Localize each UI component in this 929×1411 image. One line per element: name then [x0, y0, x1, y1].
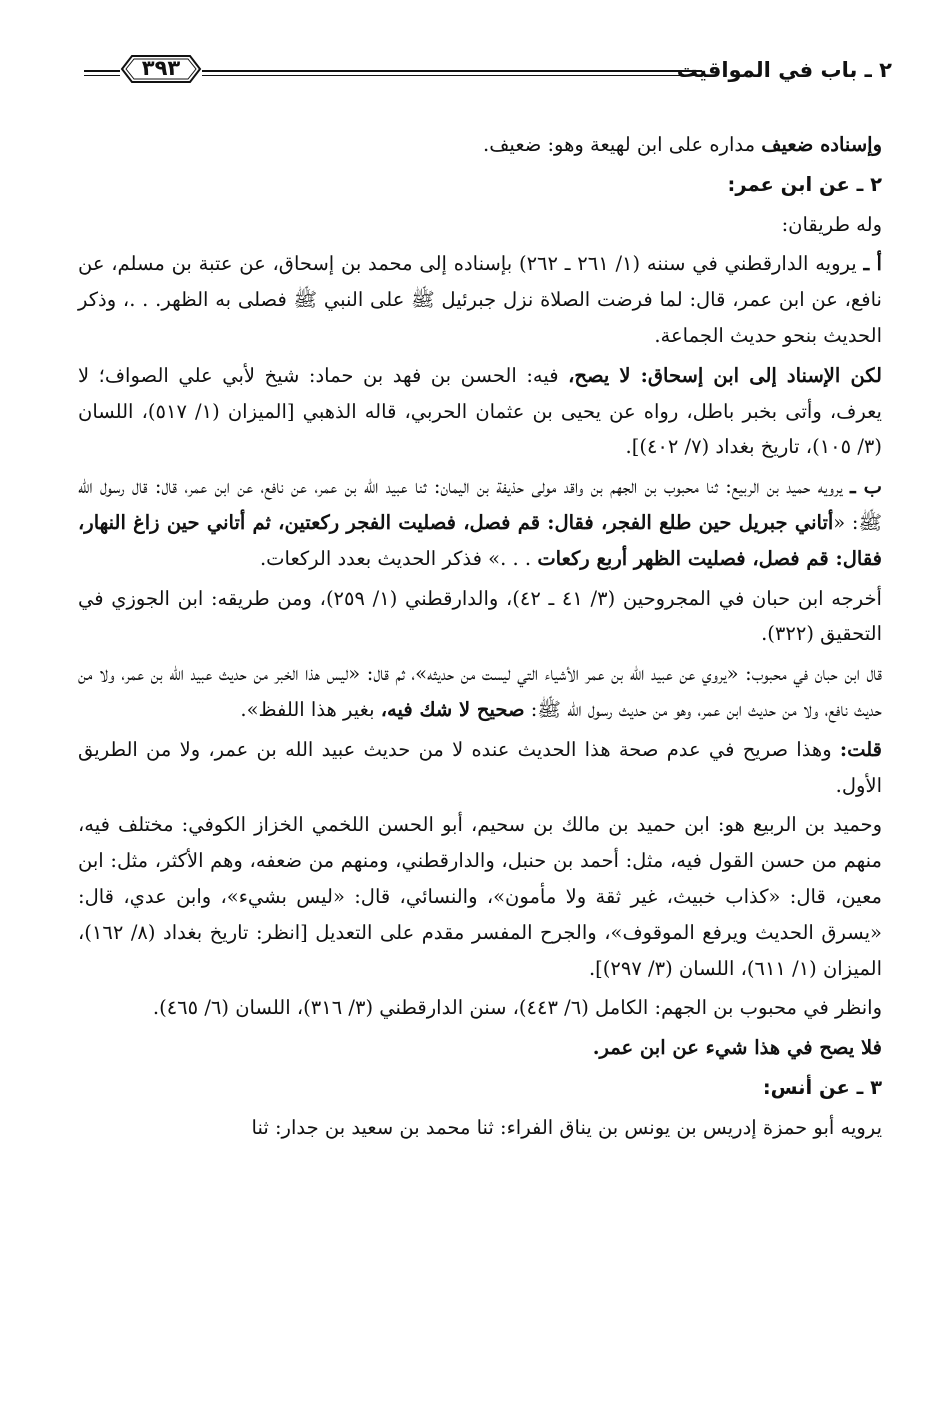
text-run: قال ابن حبان في محبوب: «يروي عن عبيد الله بن عمر الأشياء التي ليست من حديثه»، ثم قال: «ليس هذا الخبر من حديث عبيد الله بن عمر، ولا من حديث نافع، ولا من حديث ابن عمر، وهو من حديث رسول الله ﷺ:	[78, 662, 882, 721]
text-run: . . .» فذكر الحديث بعدد الركعات.	[259, 546, 538, 570]
text-run: يرويه حميد بن الربيع: ثنا محبوب بن الجهم بن واقد مولى حذيفة بن اليمان: ثنا عبيد الله بن عمر، عن نافع، عن ابن عمر، قال: قال رسول الله ﷺ: «	[78, 475, 882, 534]
bold-text: ٢ ـ عن ابن عمر:	[727, 172, 882, 196]
bold-text: أتاني جبريل حين طلع الفجر، فقال: قم فصل، فصليت الفجر ركعتين، ثم أتاني حين زاغ النهار، فقال: قم فصل، فصليت الظهر أربع ركعات	[78, 510, 882, 570]
text-run: وهذا صريح في عدم صحة هذا الحديث عنده لا من حديث عبيد الله بن عمر، ولا من الطريق الأول.	[78, 737, 882, 797]
page-header	[84, 56, 892, 92]
text-run: وانظر في محبوب بن الجهم: الكامل (٦/ ٤٤٣)، سنن الدارقطني (٣/ ٣١٦)، اللسان (٦/ ٤٦٥).	[152, 996, 882, 1020]
paragraph	[78, 127, 882, 163]
paragraph	[78, 207, 882, 243]
header-rule-left	[84, 70, 120, 72]
paragraph	[78, 358, 882, 465]
text-run: وحميد بن الربيع هو: ابن حميد بن مالك بن سحيم، أبو الحسن اللخمي الخزاز الكوفي: مختلف فيه، منهم من حسن القول فيه، مثل: أحمد بن حنبل، والدارقطني، ومنهم من ضعفه، وهم الأكثر، مثل: ابن معين، قال: «كذاب خبيث، غير ثقة ولا مأمون»، والنسائي، قال: «ليس بشيء»، وابن عدي، قال: «يسرق الحديث ويرفع الموقوف»، والجرح المفسر مقدم على التعديل [انظر: تاريخ بغداد (٨/ ١٦٢)، الميزان (١/ ٦١١)، اللسان (٣/ ٢٩٧)].	[78, 813, 882, 980]
text-run: وله طريقان:	[781, 212, 882, 236]
paragraph	[78, 469, 882, 576]
bold-text: ب ـ	[849, 475, 883, 499]
paragraph	[78, 656, 882, 728]
bold-text: قلت:	[839, 737, 882, 761]
section-heading	[78, 167, 882, 203]
paragraph	[78, 1110, 882, 1146]
bold-text: لكن الإسناد إلى ابن إسحاق: لا يصح،	[568, 363, 882, 387]
text-run: يرويه الدارقطني في سننه (١/ ٢٦١ ـ ٢٦٢) بإسناده إلى محمد بن إسحاق، عن عتبة بن مسلم، عن نافع، عن ابن عمر، قال: لما فرضت الصلاة نزل جبرئيل ﷺ على النبي ﷺ فصلى به الظهر. . .، وذكر الحديث بنحو حديث الجماعة.	[78, 252, 882, 347]
paragraph	[78, 990, 882, 1026]
bold-text: وإسناده ضعيف	[761, 133, 882, 156]
paragraph	[78, 807, 882, 986]
paragraph	[78, 732, 882, 804]
paragraph	[78, 581, 882, 653]
header-rule	[202, 70, 702, 72]
text-run: أخرجه ابن حبان في المجروحين (٣/ ٤١ ـ ٤٢)، والدارقطني (١/ ٢٥٩)، ومن طريقه: ابن الجوزي في التحقيق (٣٢٢).	[78, 586, 882, 646]
bold-text: فلا يصح في هذا شيء عن ابن عمر.	[592, 1036, 882, 1060]
header-rule-left-thin	[84, 75, 120, 76]
text-run: مداره على ابن لهيعة وهو: ضعيف.	[483, 133, 762, 156]
header-rule-thin	[202, 75, 702, 76]
chapter-title: ٢ ـ باب في المواقيت	[676, 58, 892, 82]
page-number-frame	[120, 53, 202, 85]
bold-text: أ ـ	[863, 252, 882, 276]
bold-text: صحيح لا شك فيه،	[380, 697, 525, 721]
paragraph	[78, 1030, 882, 1066]
paragraph	[78, 246, 882, 353]
bold-text: ٣ ـ عن أنس:	[762, 1075, 882, 1099]
page-body	[78, 127, 882, 1146]
text-run: بغير هذا اللفظ».	[240, 697, 381, 721]
text-run: فيه: الحسن بن فهد بن حماد: شيخ لأبي علي الصواف؛ لا يعرف، وأتى بخبر باطل، رواه عن يحيى بن عثمان الحربي، قاله الذهبي [الميزان (١/ ٥١٧)، اللسان (٣/ ١٠٥)، تاريخ بغداد (٧/ ٤٠٢)].	[78, 363, 882, 459]
section-heading	[78, 1070, 882, 1106]
page-number: ٣٩٣	[141, 56, 181, 80]
text-run: يرويه أبو حمزة إدريس بن يونس بن يناق الفراء: ثنا محمد بن سعيد بن جدار: ثنا	[251, 1115, 882, 1139]
